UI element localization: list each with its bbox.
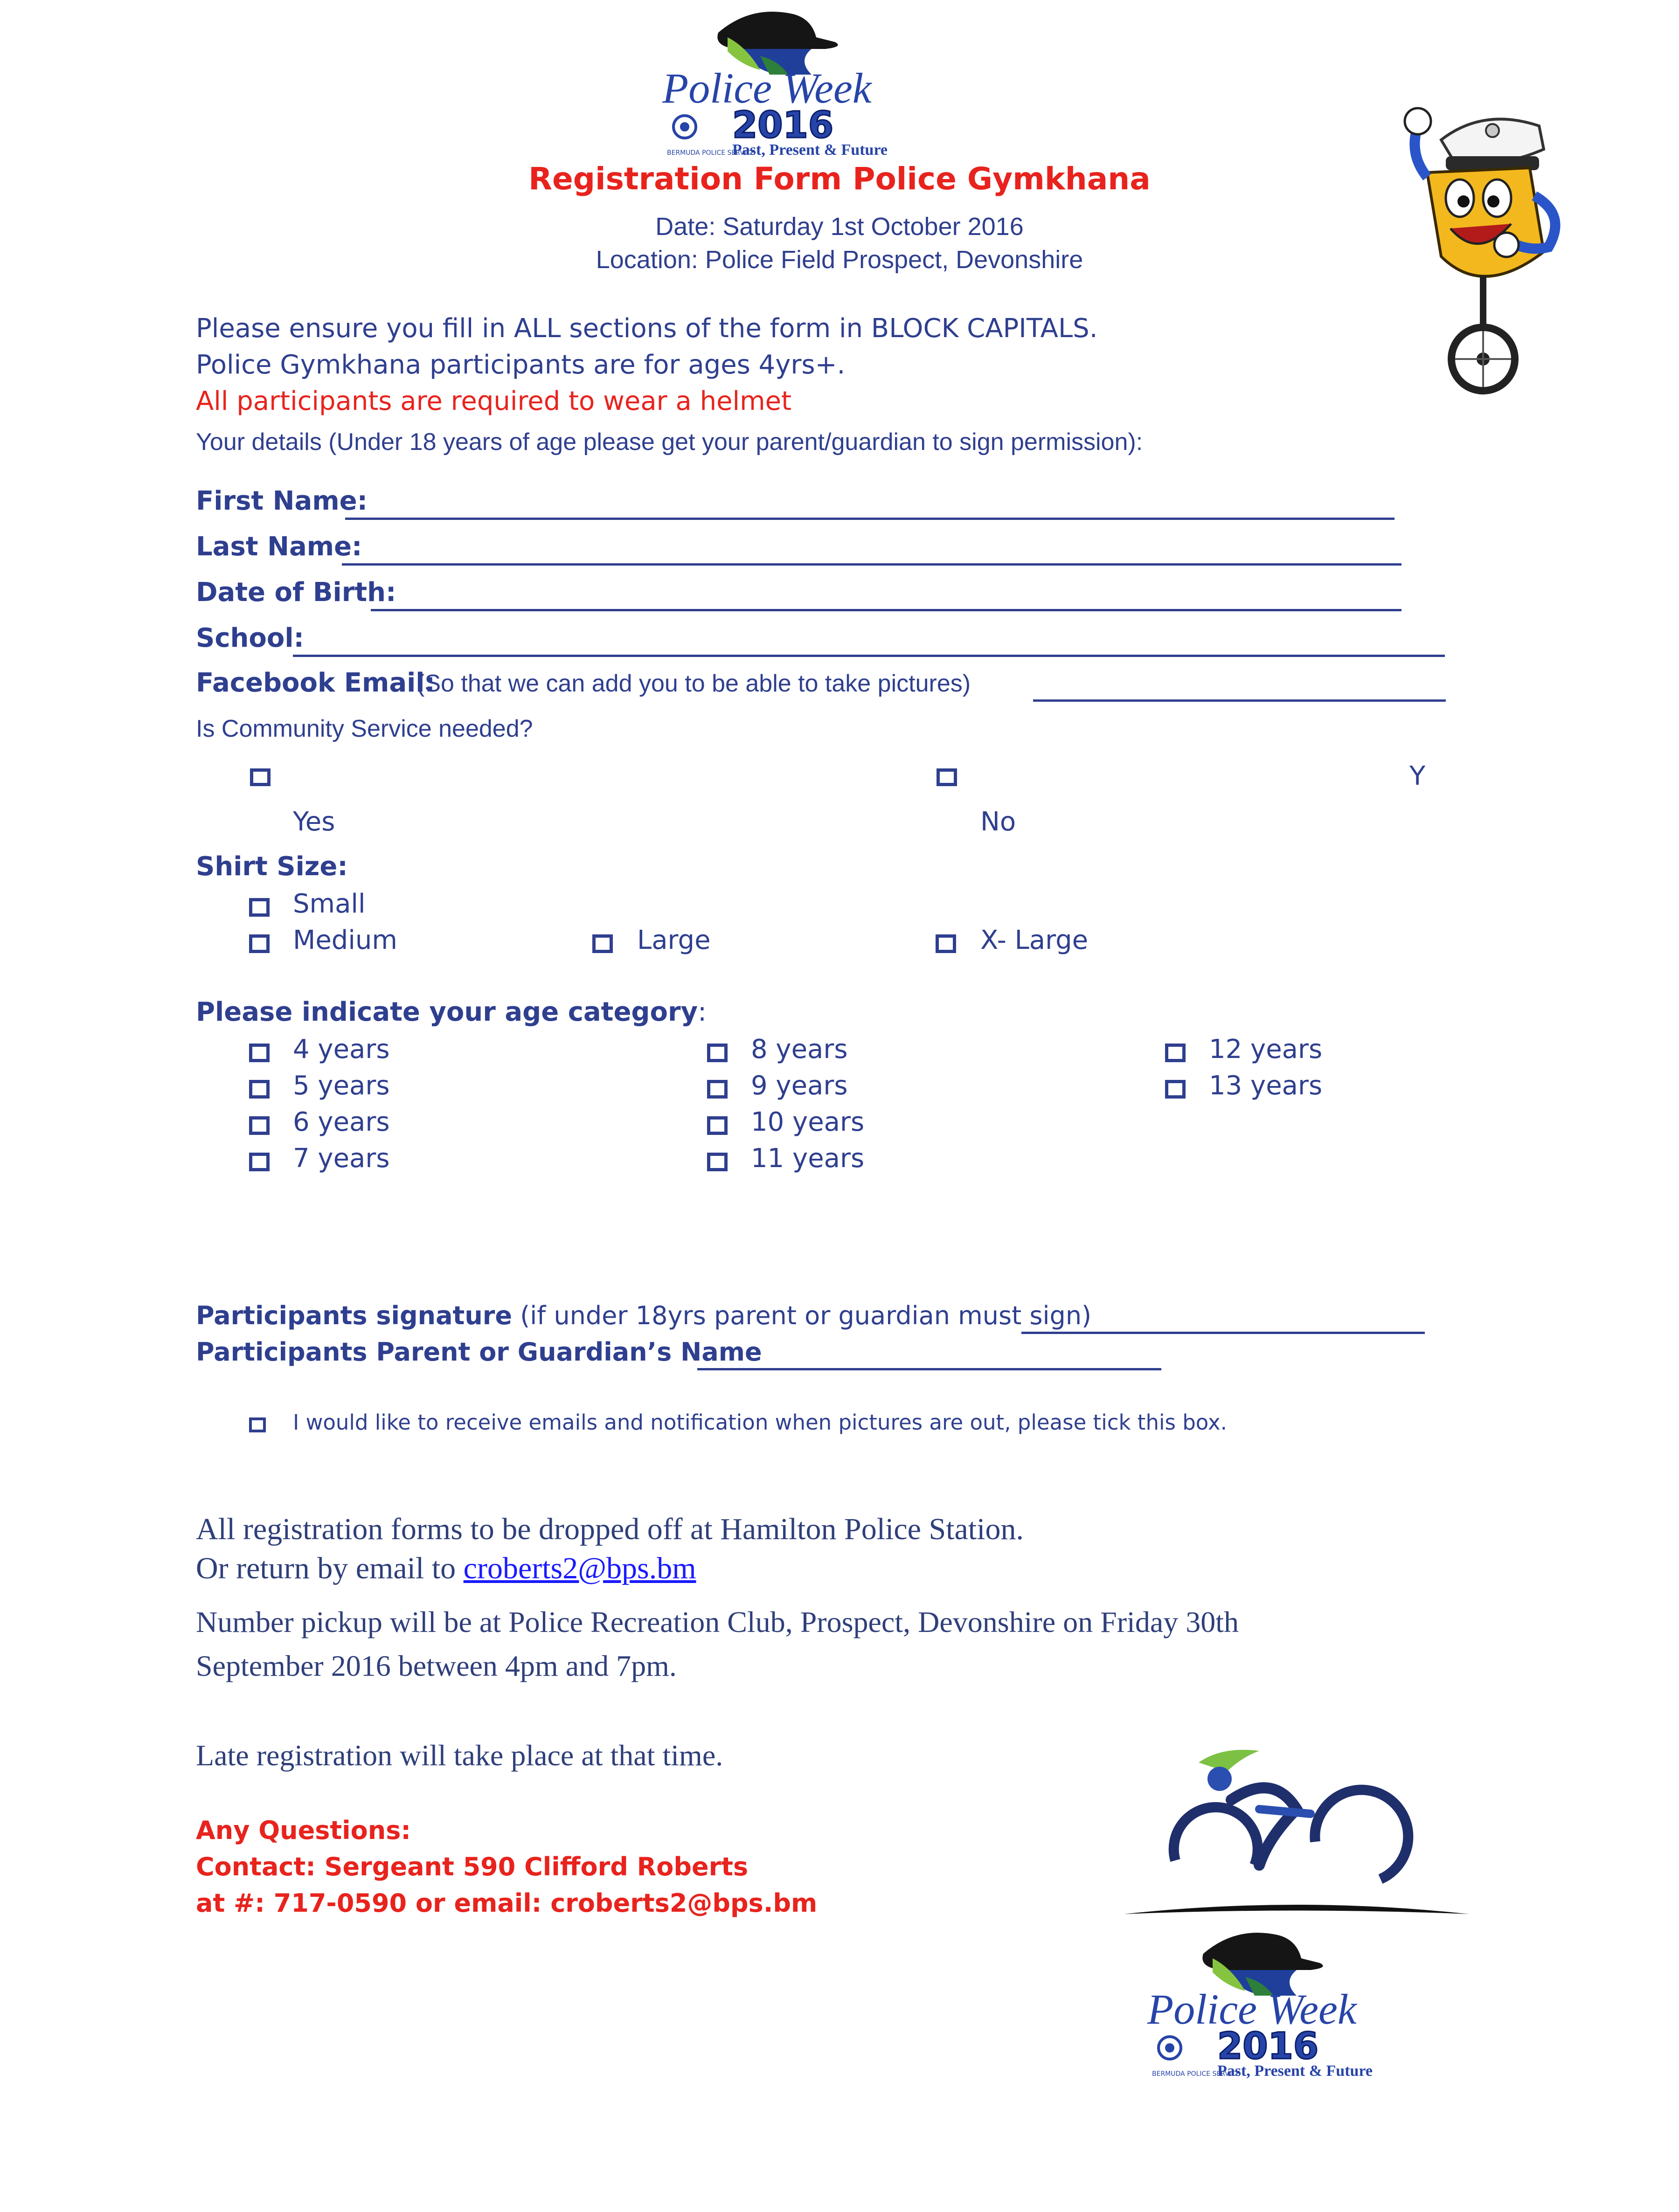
shirt-large-checkbox[interactable] <box>592 934 613 953</box>
age-4-label: 4 years <box>293 1034 390 1065</box>
dob-line[interactable] <box>371 609 1401 611</box>
cyclist-logo <box>1119 1744 1474 1926</box>
contact-person: Contact: Sergeant 590 Clifford Roberts <box>196 1852 749 1881</box>
dropoff-line: All registration forms to be dropped off at Hamilton Police Station. <box>196 1512 1024 1546</box>
email-return-prefix: Or return by email to <box>196 1551 464 1585</box>
facebook-note: (So that we can add you to be able to take pictures) <box>416 670 971 697</box>
facebook-email-label: Facebook Email: <box>196 668 435 698</box>
pickup-line-2: September 2016 between 4pm and 7pm. <box>196 1649 677 1682</box>
school-label: School: <box>196 623 304 653</box>
age-category-colon: : <box>698 997 707 1027</box>
age-category-label: Please indicate your age category <box>196 997 698 1027</box>
stray-y-text: Y <box>1409 761 1426 791</box>
shirt-xlarge-checkbox[interactable] <box>936 934 956 953</box>
notify-label: I would like to receive emails and notification when pictures are out, please tick this box. <box>293 1410 1227 1435</box>
age-10-label: 10 years <box>751 1107 865 1137</box>
instruction-ages: Police Gymkhana participants are for ages 4yrs+. <box>196 350 846 380</box>
dob-label: Date of Birth: <box>196 577 396 608</box>
signature-label: Participants signature <box>196 1301 513 1330</box>
signature-line[interactable] <box>1021 1332 1425 1334</box>
first-name-line[interactable] <box>345 518 1395 520</box>
age-8-label: 8 years <box>751 1034 848 1065</box>
guardian-name-line[interactable] <box>697 1368 1161 1370</box>
notify-checkbox[interactable] <box>249 1417 266 1432</box>
facebook-email-line[interactable] <box>1033 699 1446 702</box>
last-name-label: Last Name: <box>196 532 362 562</box>
police-week-logo-icon <box>1143 1926 1469 2080</box>
community-no-label: No <box>980 807 1016 837</box>
svg-text:2016: 2016 <box>1217 2025 1319 2067</box>
svg-text:Police Week: Police Week <box>662 64 872 112</box>
age-4-checkbox[interactable] <box>249 1044 270 1062</box>
event-date: Date: Saturday 1st October 2016 <box>655 213 1024 241</box>
email-link[interactable]: croberts2@bps.bm <box>463 1551 696 1585</box>
age-9-label: 9 years <box>751 1071 848 1101</box>
shirt-small-checkbox[interactable] <box>249 898 270 917</box>
shirt-medium-checkbox[interactable] <box>249 934 270 953</box>
first-name-label: First Name: <box>196 486 368 516</box>
age-6-label: 6 years <box>293 1107 390 1137</box>
shirt-xlarge-label: X- Large <box>980 925 1089 955</box>
age-13-label: 13 years <box>1209 1071 1323 1101</box>
age-11-checkbox[interactable] <box>707 1153 728 1171</box>
svg-text:Past, Present & Future: Past, Present & Future <box>1217 2062 1373 2080</box>
svg-text:BERMUDA POLICE SERVICE: BERMUDA POLICE SERVICE <box>667 149 755 157</box>
email-return-row <box>196 1551 696 1586</box>
svg-text:2016: 2016 <box>732 104 834 146</box>
contact-phone-email: at #: 717-0590 or email: croberts2@bps.bm <box>196 1888 818 1918</box>
police-week-logo-icon <box>658 5 984 159</box>
form-title: Registration Form Police Gymkhana <box>528 161 1151 197</box>
shirt-medium-label: Medium <box>293 925 397 955</box>
guardian-name-label: Participants Parent or Guardian’s Name <box>196 1337 762 1367</box>
shirt-large-label: Large <box>637 925 711 955</box>
community-yes-checkbox[interactable] <box>250 768 271 786</box>
svg-text:Past, Present & Future: Past, Present & Future <box>732 141 888 159</box>
late-registration: Late registration will take place at that time. <box>196 1739 723 1772</box>
participant-signature-row <box>196 1301 1091 1330</box>
event-location: Location: Police Field Prospect, Devonshire <box>596 246 1083 274</box>
instruction-helmet: All participants are required to wear a helmet <box>196 386 792 416</box>
svg-text:BERMUDA POLICE SERVICE: BERMUDA POLICE SERVICE <box>1152 2070 1240 2078</box>
police-week-logo-bottom <box>1143 1926 1469 2080</box>
community-service-question: Is Community Service needed? <box>196 715 533 742</box>
shirt-size-label: Shirt Size: <box>196 851 348 882</box>
age-category-heading <box>196 997 707 1027</box>
age-5-checkbox[interactable] <box>249 1080 270 1099</box>
pickup-line-1: Number pickup will be at Police Recreation Club, Prospect, Devonshire on Friday 30th <box>196 1605 1239 1638</box>
last-name-line[interactable] <box>342 563 1401 566</box>
police-week-logo-top <box>658 5 984 159</box>
signature-note: (if under 18yrs parent or guardian must sign) <box>512 1301 1092 1330</box>
age-11-label: 11 years <box>751 1143 865 1174</box>
shirt-small-label: Small <box>293 889 366 919</box>
details-instruction: Your details (Under 18 years of age please get your parent/guardian to sign permission): <box>196 429 1143 456</box>
questions-heading: Any Questions: <box>196 1816 411 1845</box>
age-7-label: 7 years <box>293 1143 390 1174</box>
age-9-checkbox[interactable] <box>707 1080 728 1099</box>
age-12-label: 12 years <box>1209 1034 1323 1065</box>
age-5-label: 5 years <box>293 1071 390 1101</box>
age-8-checkbox[interactable] <box>707 1044 728 1062</box>
cyclist-icon <box>1119 1744 1474 1926</box>
age-7-checkbox[interactable] <box>249 1153 270 1171</box>
community-no-checkbox[interactable] <box>937 768 957 786</box>
age-12-checkbox[interactable] <box>1165 1044 1186 1062</box>
age-10-checkbox[interactable] <box>707 1116 728 1135</box>
instruction-block-capitals: Please ensure you fill in ALL sections of the form in BLOCK CAPITALS. <box>196 313 1098 344</box>
school-line[interactable] <box>293 655 1445 657</box>
age-6-checkbox[interactable] <box>249 1116 270 1135</box>
age-13-checkbox[interactable] <box>1165 1080 1186 1099</box>
community-yes-label: Yes <box>293 807 335 837</box>
svg-text:Police Week: Police Week <box>1147 1985 1357 2033</box>
